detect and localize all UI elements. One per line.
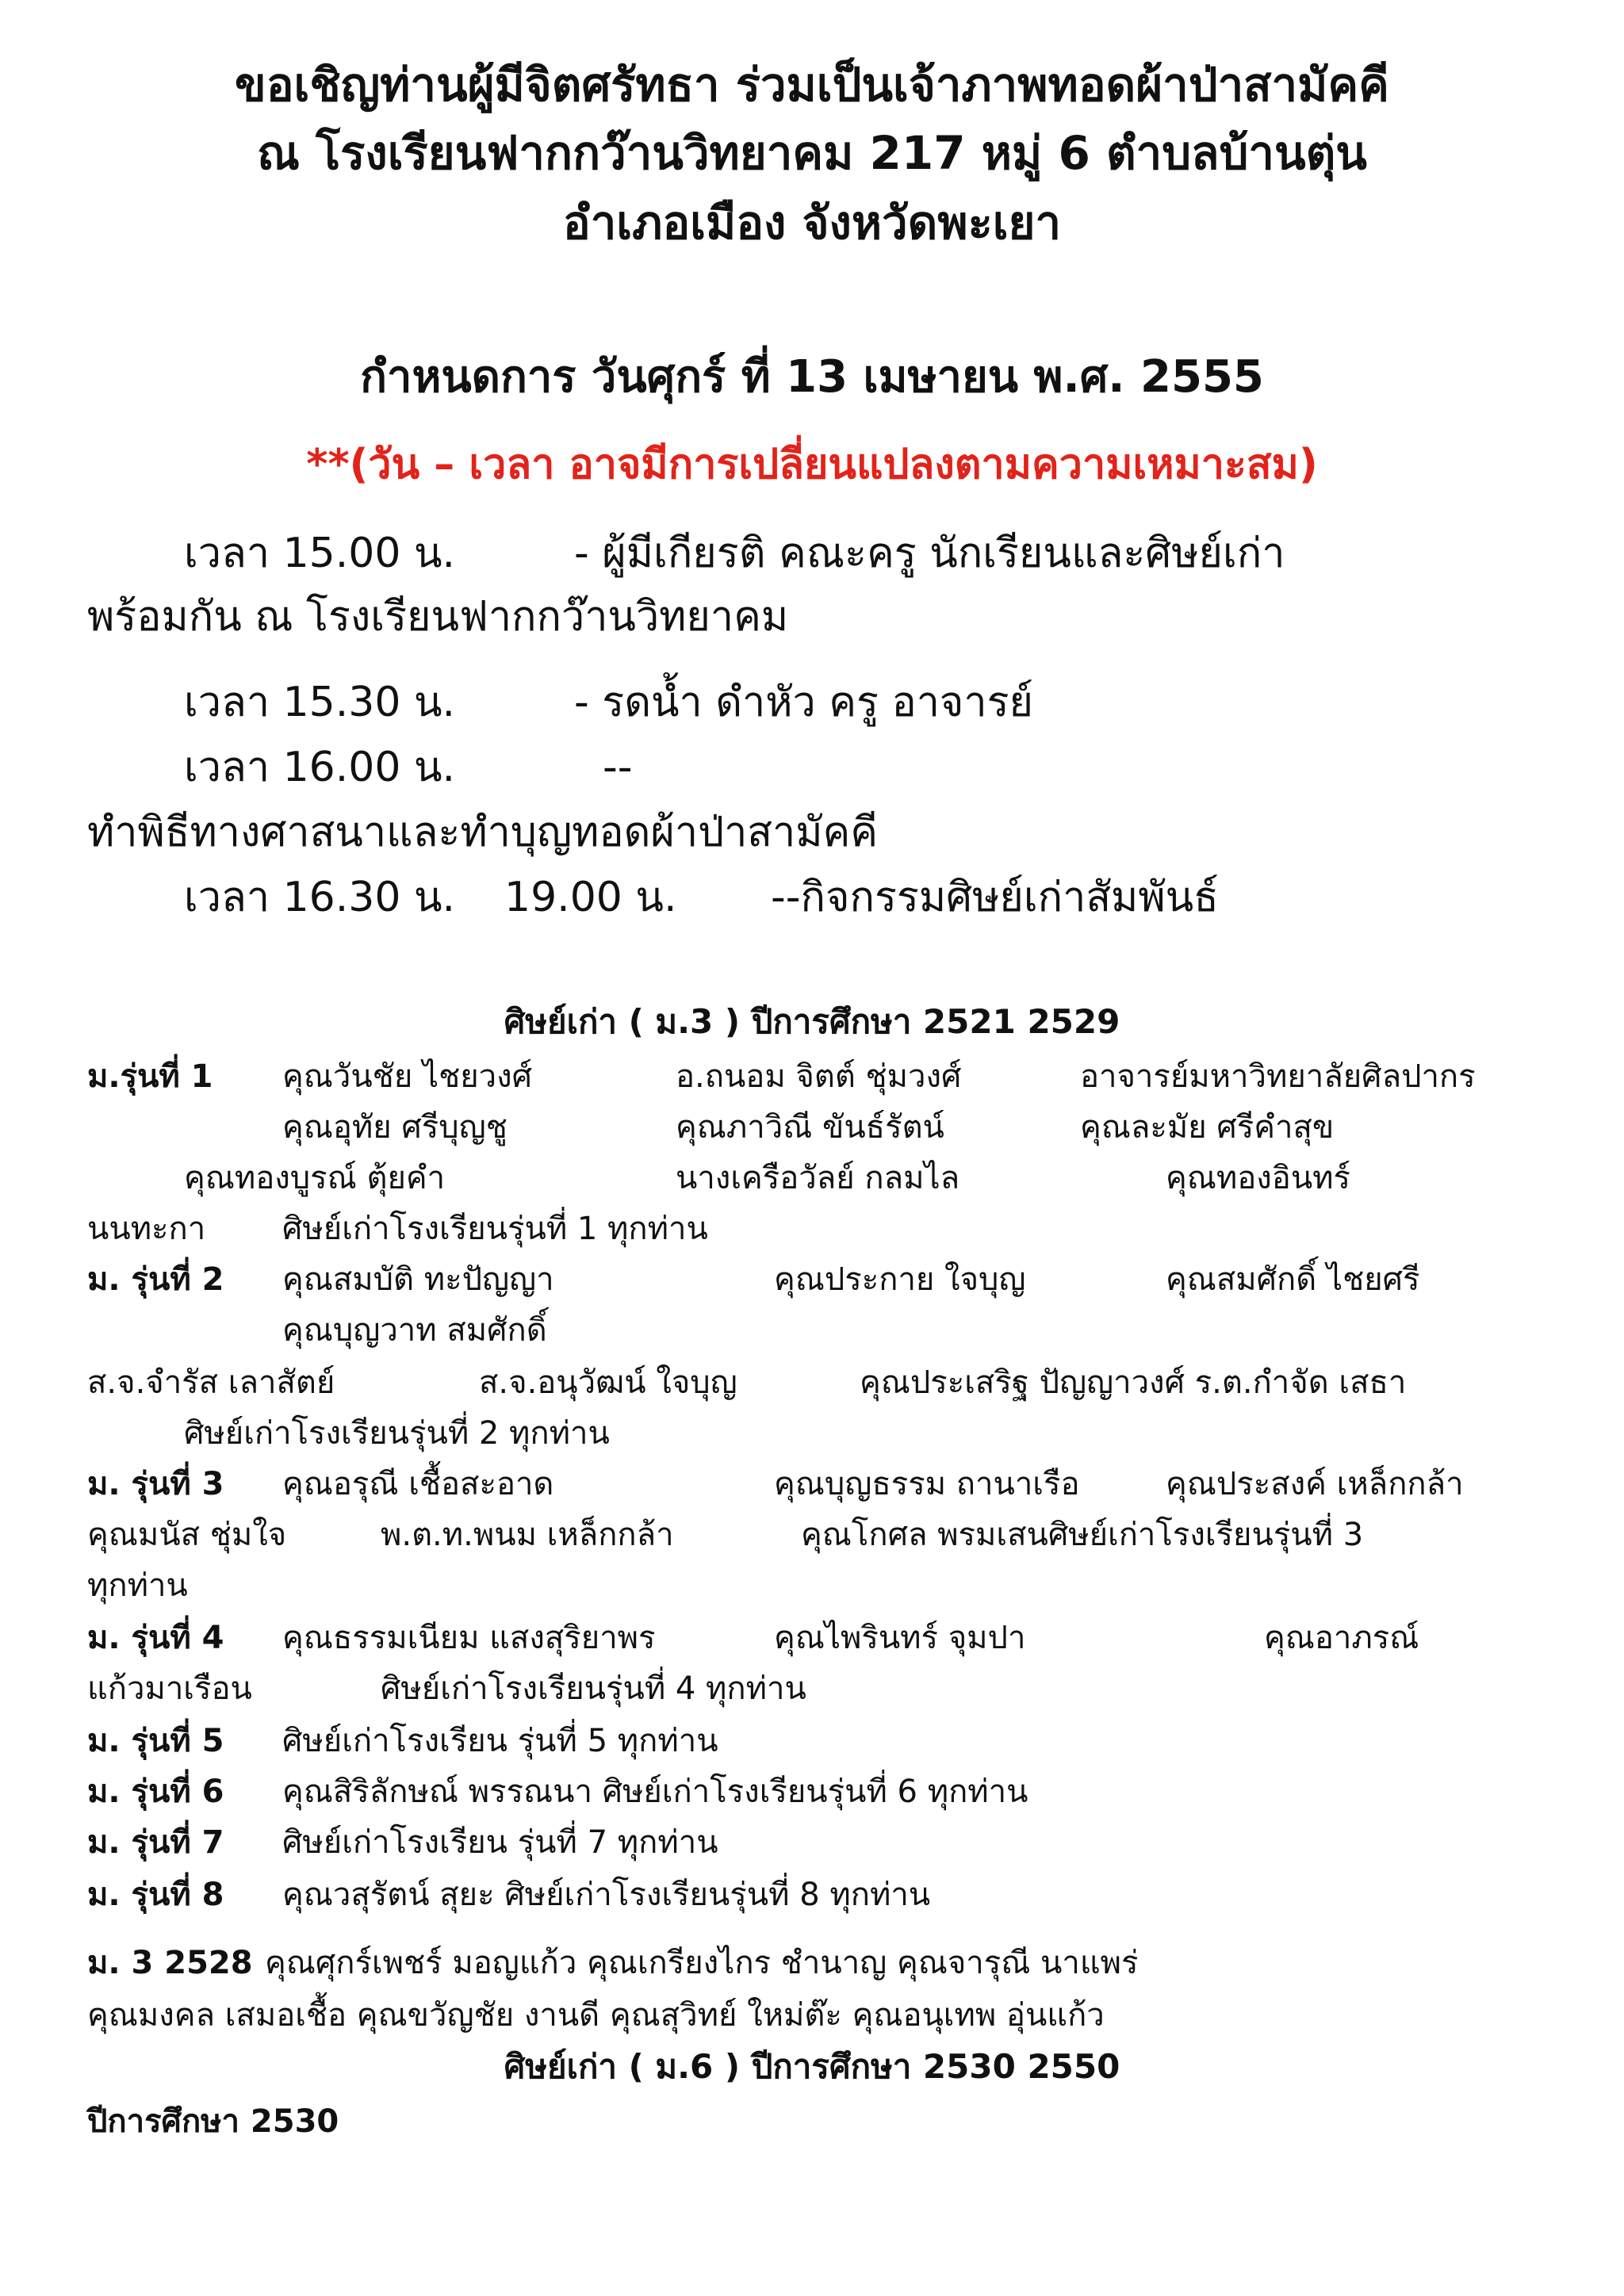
list-item: คุณอุทัย ศรีบุญชู	[282, 1109, 508, 1146]
list-item: คุณละมัย ศรีคำสุข	[1080, 1109, 1335, 1146]
section-m6-title: ศิษย์เก่า ( ม.6 ) ปีการศึกษา 2530 2550	[504, 2047, 1120, 2086]
group-6-label: ม. รุ่นที่ 6	[87, 1774, 224, 1810]
list-item: คุณมงคล เสมอเชื้อ คุณขวัญชัย งานดี คุณสุวิทย์ ใหม่ต๊ะ คุณอนุเทพ อุ่นแก้ว	[87, 1997, 1105, 2034]
list-item: คุณไพรินทร์ จุมปา	[774, 1620, 1026, 1656]
list-item: คุณวสุรัตน์ สุยะ ศิษย์เก่าโรงเรียนรุ่นที่ 8 ทุกท่าน	[282, 1877, 931, 1913]
group-8-label: ม. รุ่นที่ 8	[87, 1877, 224, 1913]
list-item: ส.จ.อนุวัฒน์ ใจบุญ	[479, 1364, 737, 1401]
group-3-label: ม. รุ่นที่ 3	[87, 1466, 224, 1502]
list-item: ศิษย์เก่าโรงเรียน รุ่นที่ 5 ทุกท่าน	[282, 1723, 718, 1759]
list-item: คุณมนัส ชุ่มใจ	[87, 1517, 287, 1553]
list-item: คุณประกาย ใจบุญ	[774, 1261, 1026, 1298]
list-item: คุณประสงค์ เหล็กกล้า	[1166, 1466, 1464, 1502]
list-item: คุณสมศักดิ์ ไชยศรี	[1166, 1261, 1420, 1298]
schedule-time-2: เวลา 15.30 น.	[184, 679, 456, 726]
list-item: ศิษย์เก่าโรงเรียนรุ่นที่ 2 ทุกท่าน	[184, 1415, 610, 1452]
group-2528-label: ม. 3 2528	[87, 1945, 253, 1981]
list-item: นนทะกา	[87, 1211, 206, 1247]
invitation-title-line1: ขอเชิญท่านผู้มีจิตศรัทธา ร่วมเป็นเจ้าภาพทอดผ้าป่าสามัคคี	[235, 58, 1389, 112]
list-item: คุณบุญธรรม ถานาเรือ	[774, 1466, 1080, 1502]
group-2-label: ม. รุ่นที่ 2	[87, 1261, 224, 1298]
invitation-title-line2: ณ โรงเรียนฟากกว๊านวิทยาคม 217 หมู่ 6 ตำบลบ้านตุ่น	[257, 126, 1367, 180]
schedule-time-4: เวลา 16.30 น.	[184, 874, 456, 921]
list-item: คุณประเสริฐ ปัญญาวงศ์ ร.ต.กำจัด เสธา	[860, 1364, 1407, 1401]
list-item: คุณอรุณี เชื้อสะอาด	[282, 1466, 554, 1502]
schedule-desc-4: --กิจกรรมศิษย์เก่าสัมพันธ์	[771, 874, 1219, 921]
section-m6-year: ปีการศึกษา 2530	[87, 2103, 339, 2140]
schedule-time-3: เวลา 16.00 น.	[184, 744, 456, 791]
list-item: พ.ต.ท.พนม เหล็กกล้า	[381, 1517, 674, 1553]
list-item: คุณสมบัติ ทะปัญญา	[282, 1261, 554, 1298]
list-item: คุณทองอินทร์	[1166, 1160, 1351, 1196]
schedule-desc-3: ทำพิธีทางศาสนาและทำบุญทอดผ้าป่าสามัคคี	[87, 809, 879, 856]
list-item: ศิษย์เก่าโรงเรียน รุ่นที่ 7 ทุกท่าน	[282, 1824, 718, 1861]
list-item: คุณบุญวาท สมศักดิ์	[282, 1312, 547, 1349]
list-item: คุณโกศล พรมเสนศิษย์เก่าโรงเรียนรุ่นที่ 3	[801, 1517, 1364, 1553]
schedule-dash-3: --	[603, 744, 633, 791]
list-item: คุณสิริลักษณ์ พรรณนา ศิษย์เก่าโรงเรียนรุ่นที่ 6 ทุกท่าน	[282, 1774, 1028, 1810]
list-item: คุณอาภรณ์	[1264, 1620, 1419, 1656]
group-1-label: ม.รุ่นที่ 1	[87, 1058, 213, 1095]
schedule-end-4: 19.00 น.	[504, 874, 677, 921]
list-item: อ.ถนอม จิตต์ ชุ่มวงศ์	[676, 1058, 962, 1095]
list-item: แก้วมาเรือน	[87, 1670, 252, 1707]
list-item: คุณศุกร์เพชร์ มอญแก้ว คุณเกรียงไกร ชำนาญ คุณจารุณี นาแพร่	[265, 1945, 1139, 1981]
list-item: ศิษย์เก่าโรงเรียนรุ่นที่ 4 ทุกท่าน	[381, 1670, 806, 1707]
schedule-desc-1: - ผู้มีเกียรติ คณะครู นักเรียนและศิษย์เก่า	[574, 530, 1285, 577]
event-date: กำหนดการ วันศุกร์ ที่ 13 เมษายน พ.ศ. 2555	[360, 351, 1264, 403]
group-7-label: ม. รุ่นที่ 7	[87, 1824, 224, 1861]
schedule-time-1: เวลา 15.00 น.	[184, 530, 456, 577]
schedule-desc-2: - รดน้ำ ดำหัว ครู อาจารย์	[574, 679, 1033, 726]
list-item: ทุกท่าน	[87, 1567, 188, 1604]
group-5-label: ม. รุ่นที่ 5	[87, 1723, 224, 1759]
list-item: คุณภาวิณี ขันธ์รัตน์	[676, 1109, 944, 1146]
schedule-desc-1-cont: พร้อมกัน ณ โรงเรียนฟากกว๊านวิทยาคม	[87, 593, 789, 641]
list-item: คุณวันชัย ไชยวงศ์	[282, 1058, 533, 1095]
group-4-label: ม. รุ่นที่ 4	[87, 1620, 224, 1656]
list-item: ศิษย์เก่าโรงเรียนรุ่นที่ 1 ทุกท่าน	[282, 1211, 708, 1247]
list-item: ส.จ.จำรัส เลาสัตย์	[87, 1364, 335, 1401]
list-item: คุณธรรมเนียม แสงสุริยาพร	[282, 1620, 656, 1656]
list-item: คุณทองบูรณ์ ตุ้ยคำ	[184, 1160, 446, 1196]
invitation-title-line3: อำเภอเมือง จังหวัดพะเยา	[562, 196, 1062, 250]
list-item: อาจารย์มหาวิทยาลัยศิลปากร	[1080, 1058, 1476, 1095]
list-item: นางเครือวัลย์ กลมไล	[676, 1160, 960, 1196]
section-m3-title: ศิษย์เก่า ( ม.3 ) ปีการศึกษา 2521 2529	[504, 1002, 1120, 1041]
change-notice: **(วัน – เวลา อาจมีการเปลี่ยนแปลงตามความเหมาะสม)	[306, 441, 1318, 488]
